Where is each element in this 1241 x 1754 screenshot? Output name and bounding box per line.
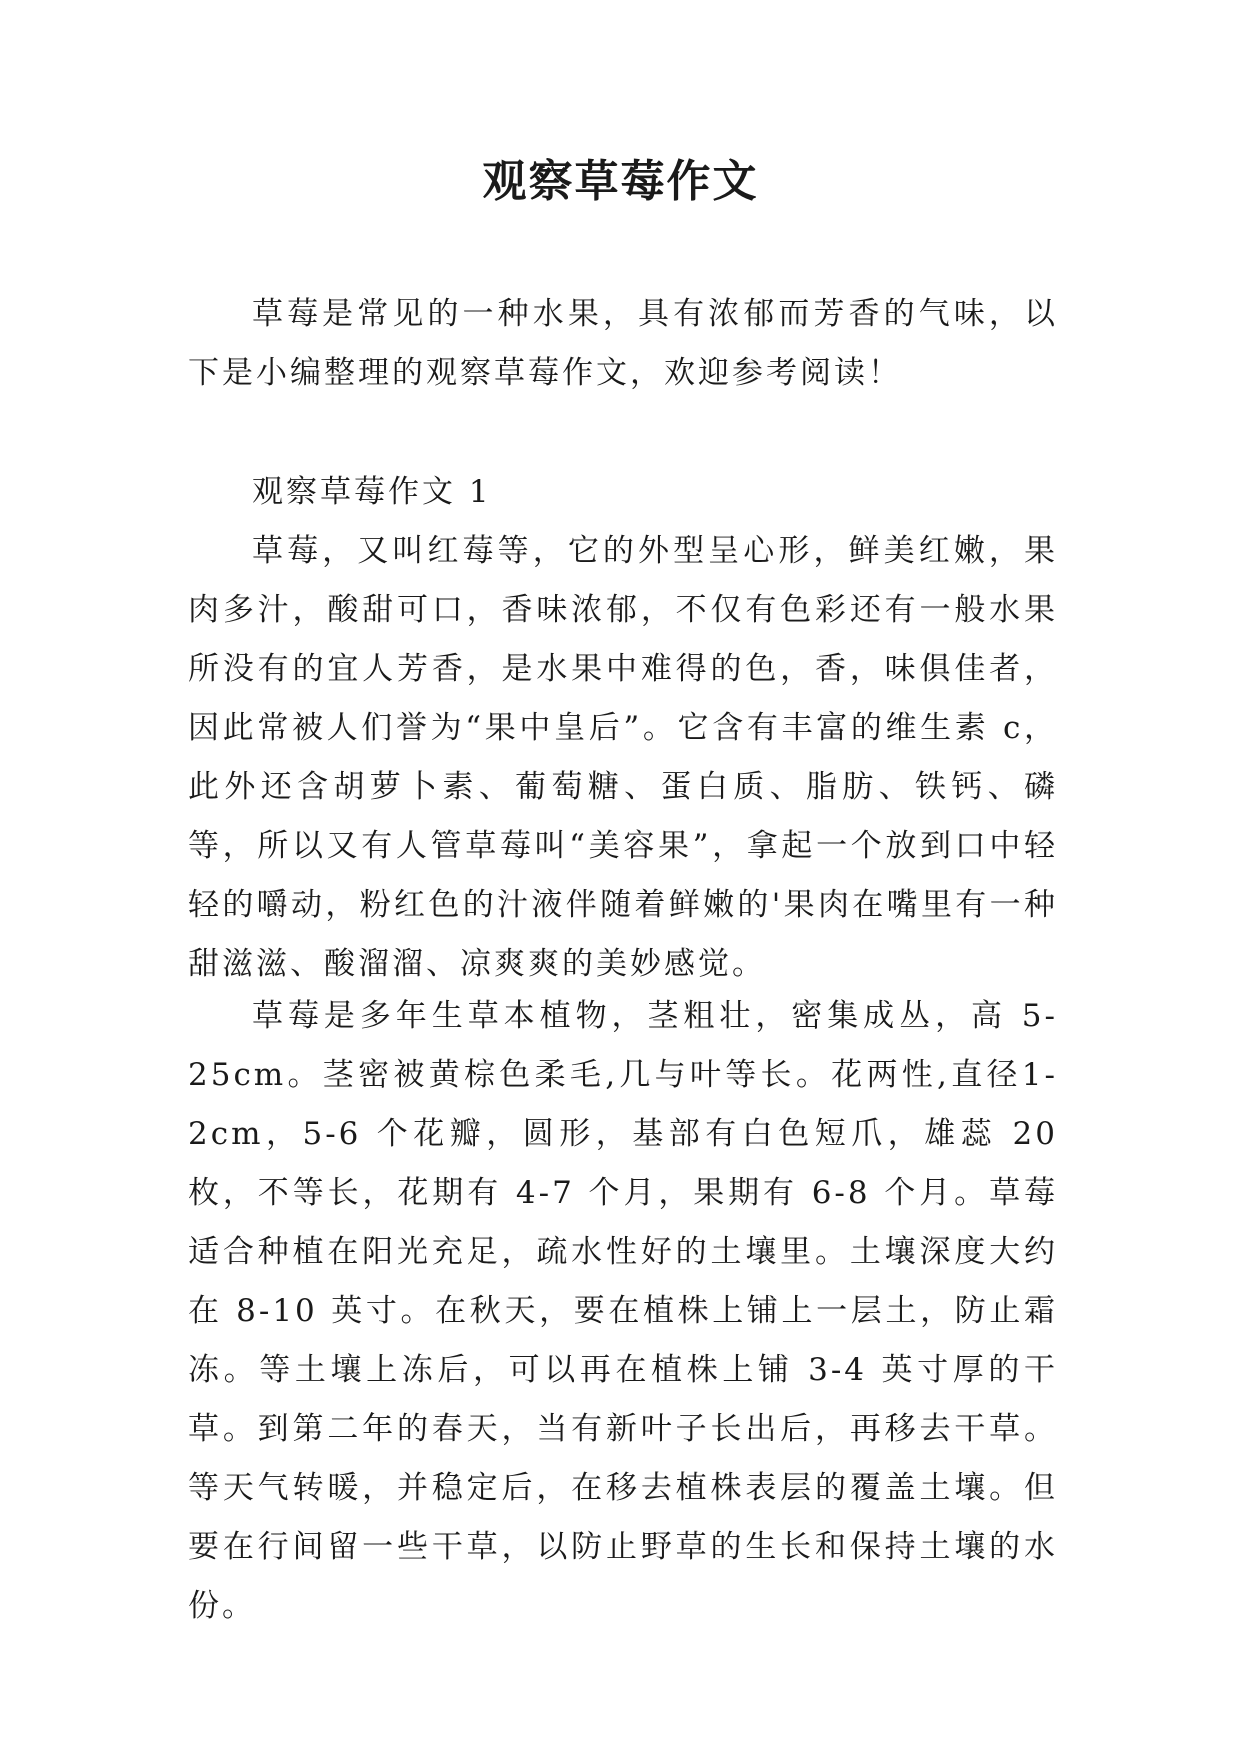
body-paragraph-2: 草莓是多年生草本植物，茎粗壮，密集成丛，高 5-25cm。茎密被黄棕色柔毛,几与叶等长。花两性,直径1-2cm，5-6 个花瓣，圆形，基部有白色短爪，雄蕊 20 枚，不等长，花期有 4-7 个月，果期有 6-8 个月。草莓适合种植在阳光充足，疏水性好的土壤里。土壤深度大约在 8-10 英寸。在秋天，要在植株上铺上一层土，防止霜冻。等土壤上冻后，可以再在植株上铺 3-4 英寸厚的干草。到第二年的春天，当有新叶子长出后，再移去干草。等天气转暖，并稳定后，在移去植株表层的覆盖土壤。但要在行间留一些干草，以防止野草的生长和保持土壤的水份。 — [188, 998, 1058, 1624]
section-heading: 观察草莓作文 1 — [252, 474, 492, 510]
intro-paragraph: 草莓是常见的一种水果，具有浓郁而芳香的气味，以下是小编整理的观察草莓作文，欢迎参考阅读！ — [188, 296, 1058, 391]
body-paragraph-1: 草莓，又叫红莓等，它的外型呈心形，鲜美红嫩，果肉多汁，酸甜可口，香味浓郁，不仅有色彩还有一般水果所没有的宜人芳香，是水果中难得的色，香，味俱佳者，因此常被人们誉为“果中皇后”。它含有丰富的维生素 c，此外还含胡萝卜素、葡萄糖、蛋白质、脂肪、铁钙、磷等，所以又有人管草莓叫“美容果”，拿起一个放到口中轻轻的嚼动，粉红色的汁液伴随着鲜嫩的'果肉在嘴里有一种甜滋滋、酸溜溜、凉爽爽的美妙感觉。 — [188, 533, 1058, 982]
document-title: 观察草莓作文 — [482, 156, 759, 207]
